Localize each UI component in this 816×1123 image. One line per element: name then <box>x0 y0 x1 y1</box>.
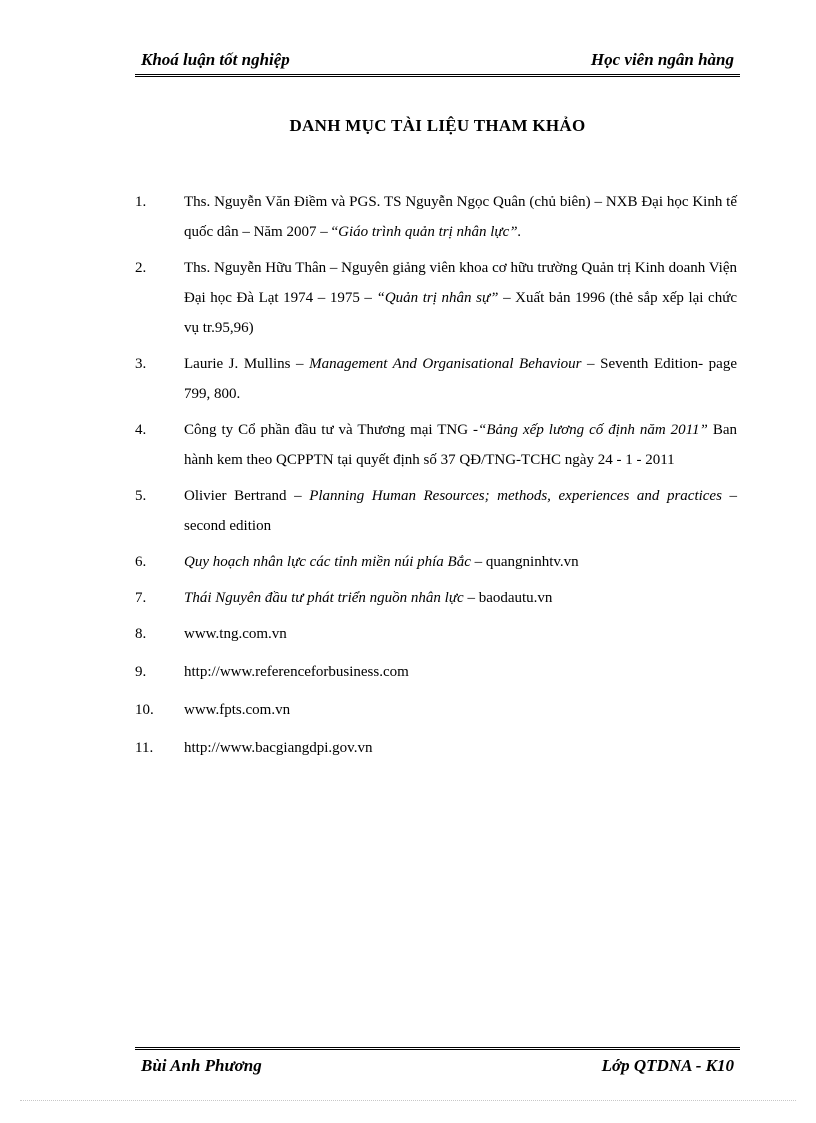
reference-text <box>184 187 737 247</box>
reference-number: 9. <box>135 664 147 680</box>
reference-number: 5. <box>135 488 147 504</box>
reference-title-italic: Planning Human Resources; methods, experiences and practices <box>309 488 722 504</box>
reference-number: 10. <box>135 702 154 718</box>
reference-number: 6. <box>135 554 147 570</box>
page-footer <box>135 1047 740 1080</box>
reference-text-segment: Công ty Cổ phần đầu tư và Thương mại TNG - <box>184 422 479 438</box>
reference-text <box>184 481 737 541</box>
reference-number: 1. <box>135 194 147 210</box>
reference-item <box>135 733 737 763</box>
reference-item <box>135 695 737 725</box>
reference-text <box>184 657 737 687</box>
reference-item <box>135 547 737 577</box>
header-thesis-label: Khoá luận tốt nghiệp <box>141 50 290 69</box>
reference-text-segment: – quangninhtv.vn <box>470 554 579 570</box>
reference-text-segment: – second edition <box>184 488 738 534</box>
reference-item <box>135 481 737 541</box>
reference-text-segment: http://www.bacgiangdpi.gov.vn <box>184 740 373 756</box>
reference-item <box>135 349 737 409</box>
reference-text-segment: Laurie J. Mullins – <box>184 356 310 372</box>
reference-number: 7. <box>135 590 147 606</box>
reference-text-segment: Ban hành kem theo QCPPTN tại quyết định số 37 QĐ/TNG-TCHC ngày 24 - 1 - 2011 <box>184 422 737 468</box>
reference-text <box>184 415 737 475</box>
reference-text <box>184 619 737 649</box>
footer-class-label: Lớp QTDNA - K10 <box>601 1056 734 1075</box>
reference-item <box>135 619 737 649</box>
page-bottom-edge <box>20 1100 796 1101</box>
reference-text-segment: Ths. Nguyễn Văn Điềm và PGS. TS Nguyễn Ngọc Quân (chủ biên) – NXB Đại học Kinh tế quốc dân – Năm 2007 – “ <box>184 194 737 240</box>
page-title: DANH MỤC TÀI LIỆU THAM KHẢO <box>289 116 586 135</box>
reference-text-segment: Olivier Bertrand – <box>184 488 310 504</box>
reference-text-segment: http://www.referenceforbusiness.com <box>184 664 409 680</box>
reference-number: 4. <box>135 422 147 438</box>
reference-title-italic: Quy hoạch nhân lực các tỉnh miền núi phía Bắc <box>184 554 471 570</box>
reference-text <box>184 253 737 343</box>
reference-text <box>184 733 737 763</box>
reference-text-segment: – Seventh Edition- page 799, 800. <box>184 356 737 402</box>
reference-text-segment: – Xuất bản 1996 (thẻ sắp xếp lại chức vụ tr.95,96) <box>184 290 737 336</box>
reference-text-segment: – baodautu.vn <box>463 590 553 606</box>
reference-text <box>184 583 737 613</box>
reference-item <box>135 187 737 247</box>
reference-title-italic: Management And Organisational Behaviour <box>309 356 582 372</box>
reference-list <box>135 187 737 771</box>
reference-number: 11. <box>135 740 154 756</box>
page-header <box>135 48 740 77</box>
reference-item <box>135 253 737 343</box>
reference-text-segment: www.tng.com.vn <box>184 626 287 642</box>
reference-number: 2. <box>135 260 147 276</box>
reference-text <box>184 547 737 577</box>
reference-title-italic: “Quản trị nhân sự” <box>376 290 499 306</box>
reference-text-segment: Ths. Nguyễn Hữu Thân – Nguyên giảng viên khoa cơ hữu trường Quản trị Kinh doanh Viện Đại học Đà Lạt 1974 – 1975 – <box>184 260 737 306</box>
reference-item <box>135 583 737 613</box>
reference-title-italic: Thái Nguyên đầu tư phát triển nguồn nhân lực <box>184 590 464 606</box>
reference-title-italic: “Bảng xếp lương cố định năm 2011” <box>478 422 708 438</box>
reference-text <box>184 349 737 409</box>
reference-number: 3. <box>135 356 147 372</box>
reference-text-segment: www.fpts.com.vn <box>184 702 291 718</box>
reference-title-italic: Giáo trình quản trị nhân lực”. <box>338 224 522 240</box>
reference-item <box>135 415 737 475</box>
reference-item <box>135 657 737 687</box>
footer-author-name: Bùi Anh Phương <box>141 1056 262 1075</box>
header-institution-label: Học viên ngân hàng <box>590 50 734 69</box>
reference-text <box>184 695 737 725</box>
reference-number: 8. <box>135 626 147 642</box>
